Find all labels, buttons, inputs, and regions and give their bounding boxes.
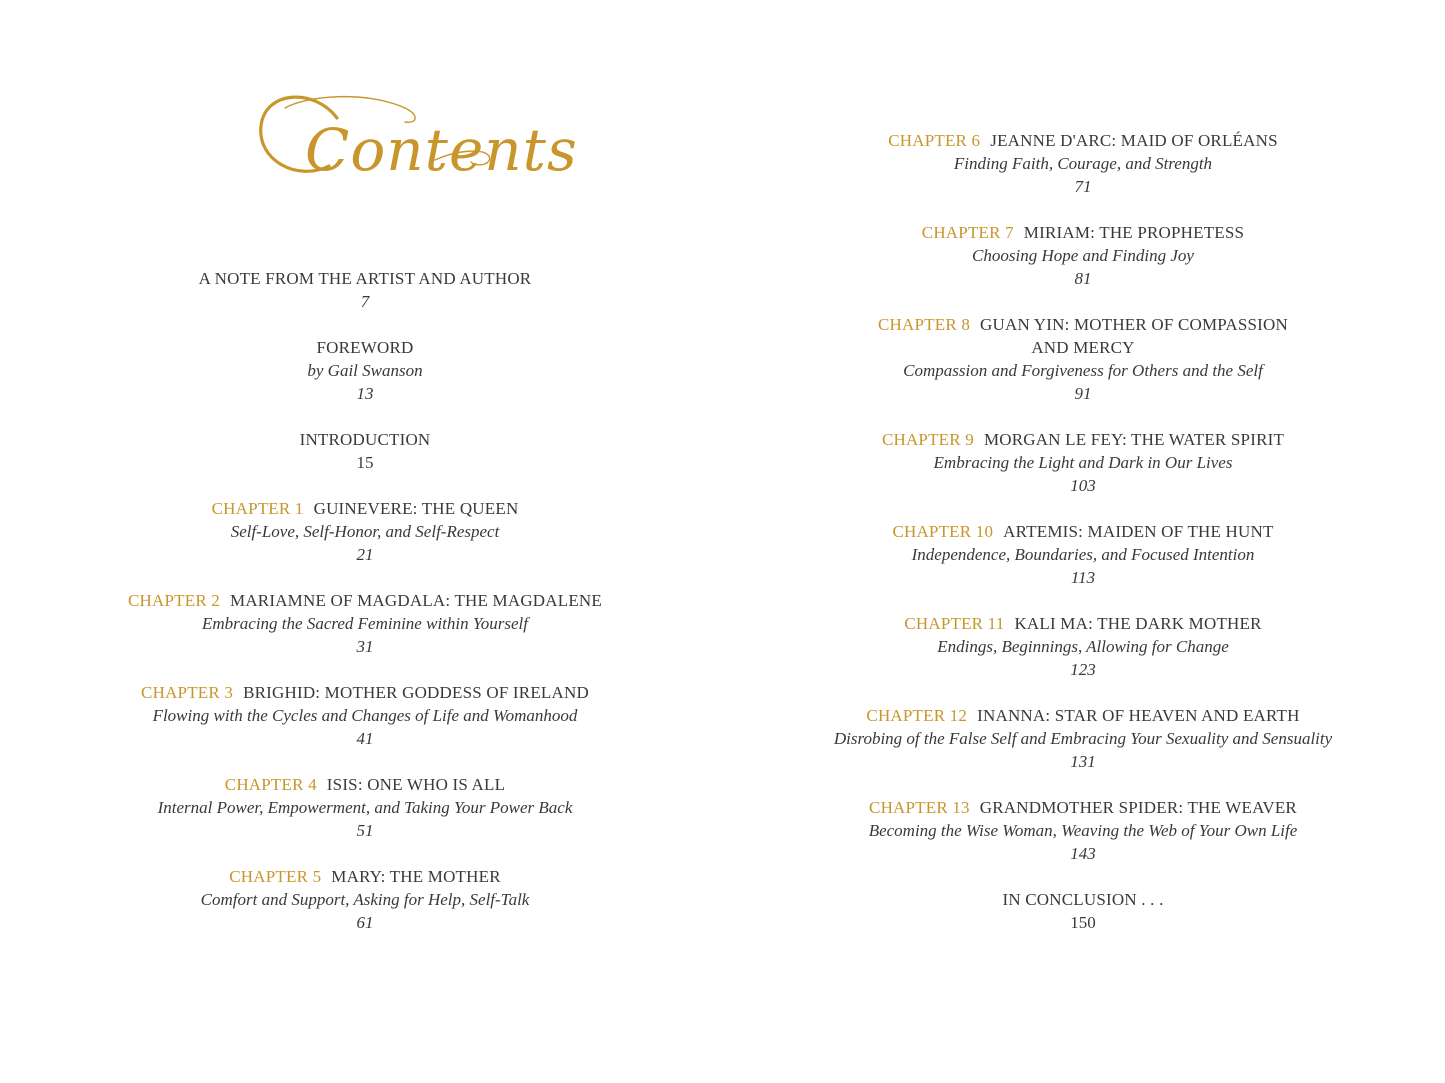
chapter-label: CHAPTER 5: [229, 867, 322, 886]
entry-page: 51: [356, 821, 374, 840]
toc-entry-chapter-6[interactable]: [808, 129, 1358, 198]
contents-title: [245, 78, 578, 198]
entry-heading-line: [808, 612, 1358, 635]
entry-subtitle: Finding Faith, Courage, and Strength: [953, 154, 1213, 173]
entry-subtitle: Endings, Beginnings, Allowing for Change: [937, 637, 1229, 656]
entry-heading-line: [808, 796, 1358, 819]
toc-right-column: [808, 129, 1358, 957]
chapter-title: ISIS: ONE WHO IS ALL: [326, 775, 506, 794]
entry-page: 61: [356, 913, 374, 932]
entry-heading: A NOTE FROM THE ARTIST AND AUTHOR: [198, 269, 532, 288]
entry-heading: IN CONCLUSION . . .: [1002, 890, 1164, 909]
entry-subtitle: Independence, Boundaries, and Focused Intention: [911, 545, 1255, 564]
entry-heading-line: [90, 773, 640, 796]
entry-page: 41: [356, 729, 374, 748]
toc-entry-chapter-12[interactable]: [808, 704, 1358, 773]
toc-entry-chapter-3[interactable]: [90, 681, 640, 750]
entry-subtitle: Disrobing of the False Self and Embracing Your Sexuality and Sensuality: [833, 729, 1333, 748]
entry-page: 150: [1070, 913, 1096, 932]
chapter-label: CHAPTER 9: [881, 430, 974, 449]
chapter-label: CHAPTER 10: [892, 522, 994, 541]
toc-entry-chapter-5[interactable]: [90, 865, 640, 934]
contents-title-graphic: [245, 78, 578, 198]
entry-subtitle: Becoming the Wise Woman, Weaving the Web of Your Own Life: [868, 821, 1298, 840]
entry-page: 143: [1070, 844, 1096, 863]
entry-heading: INTRODUCTION: [299, 430, 431, 449]
chapter-title: BRIGHID: MOTHER GODDESS OF IRELAND: [243, 683, 589, 702]
chapter-label: CHAPTER 4: [224, 775, 317, 794]
entry-page: 81: [1074, 269, 1092, 288]
chapter-title: MARIAMNE OF MAGDALA: THE MAGDALENE: [230, 591, 602, 610]
entry-heading-line: [90, 589, 640, 612]
toc-entry-chapter-4[interactable]: [90, 773, 640, 842]
chapter-title: MARY: THE MOTHER: [331, 867, 501, 886]
entry-page: 7: [360, 292, 370, 311]
chapter-title: GUAN YIN: MOTHER OF COMPASSION: [980, 315, 1288, 334]
entry-heading-line: [90, 681, 640, 704]
chapter-title: MORGAN LE FEY: THE WATER SPIRIT: [983, 430, 1285, 449]
toc-entry-note[interactable]: [90, 267, 640, 313]
toc-entry-conclusion[interactable]: [808, 888, 1358, 934]
toc-entry-chapter-10[interactable]: [808, 520, 1358, 589]
entry-page: 21: [356, 545, 374, 564]
entry-page: 123: [1070, 660, 1096, 679]
chapter-title: MIRIAM: THE PROPHETESS: [1023, 223, 1245, 242]
chapter-title: INANNA: STAR OF HEAVEN AND EARTH: [977, 706, 1300, 725]
chapter-label: CHAPTER 6: [888, 131, 981, 150]
entry-page: 103: [1070, 476, 1096, 495]
entry-heading-line: [808, 313, 1358, 336]
entry-page: 71: [1074, 177, 1092, 196]
entry-page: 91: [1074, 384, 1092, 403]
entry-subtitle: Compassion and Forgiveness for Others and the Self: [903, 361, 1263, 380]
toc-entry-chapter-1[interactable]: [90, 497, 640, 566]
entry-subtitle: Self-Love, Self-Honor, and Self-Respect: [230, 522, 500, 541]
toc-entry-chapter-11[interactable]: [808, 612, 1358, 681]
chapter-label: CHAPTER 1: [211, 499, 304, 518]
chapter-label: CHAPTER 3: [141, 683, 234, 702]
entry-heading-line: [90, 497, 640, 520]
toc-entry-chapter-7[interactable]: [808, 221, 1358, 290]
chapter-title-continued: AND MERCY: [1031, 338, 1135, 357]
entry-subtitle: Flowing with the Cycles and Changes of Life and Womanhood: [152, 706, 578, 725]
entry-subtitle: Comfort and Support, Asking for Help, Self-Talk: [200, 890, 530, 909]
contents-title-text: Contents: [305, 116, 578, 184]
entry-heading-line: [808, 704, 1358, 727]
chapter-title: ARTEMIS: MAIDEN OF THE HUNT: [1003, 522, 1274, 541]
toc-entry-chapter-2[interactable]: [90, 589, 640, 658]
entry-heading-line: [808, 520, 1358, 543]
chapter-label: CHAPTER 8: [878, 315, 971, 334]
entry-page: 131: [1070, 752, 1096, 771]
entry-heading: FOREWORD: [316, 338, 414, 357]
entry-subtitle: Choosing Hope and Finding Joy: [972, 246, 1194, 265]
entry-heading-line: [808, 221, 1358, 244]
chapter-title: KALI MA: THE DARK MOTHER: [1014, 614, 1262, 633]
chapter-title: GUINEVERE: THE QUEEN: [313, 499, 519, 518]
toc-entry-chapter-8[interactable]: [808, 313, 1358, 405]
entry-page: 113: [1070, 568, 1096, 587]
chapter-label: CHAPTER 13: [869, 798, 970, 817]
toc-left-column: [90, 267, 640, 957]
entry-subtitle: Embracing the Sacred Feminine within Yourself: [202, 614, 528, 633]
toc-entry-chapter-9[interactable]: [808, 428, 1358, 497]
entry-subtitle: Internal Power, Empowerment, and Taking Your Power Back: [157, 798, 573, 817]
toc-entry-introduction[interactable]: [90, 428, 640, 474]
entry-subtitle: by Gail Swanson: [307, 361, 423, 380]
entry-heading-line: [808, 428, 1358, 451]
entry-subtitle: Embracing the Light and Dark in Our Lives: [933, 453, 1233, 472]
chapter-title: GRANDMOTHER SPIDER: THE WEAVER: [979, 798, 1297, 817]
entry-heading-line: [90, 865, 640, 888]
toc-entry-chapter-13[interactable]: [808, 796, 1358, 865]
chapter-title: JEANNE D'ARC: MAID OF ORLÉANS: [990, 131, 1278, 150]
entry-page: 15: [356, 453, 374, 472]
chapter-label: CHAPTER 7: [921, 223, 1014, 242]
chapter-label: CHAPTER 12: [866, 706, 968, 725]
chapter-label: CHAPTER 11: [904, 614, 1005, 633]
toc-entry-foreword[interactable]: [90, 336, 640, 405]
entry-page: 13: [356, 384, 374, 403]
entry-page: 31: [356, 637, 374, 656]
entry-heading-line: [808, 129, 1358, 152]
chapter-label: CHAPTER 2: [128, 591, 221, 610]
